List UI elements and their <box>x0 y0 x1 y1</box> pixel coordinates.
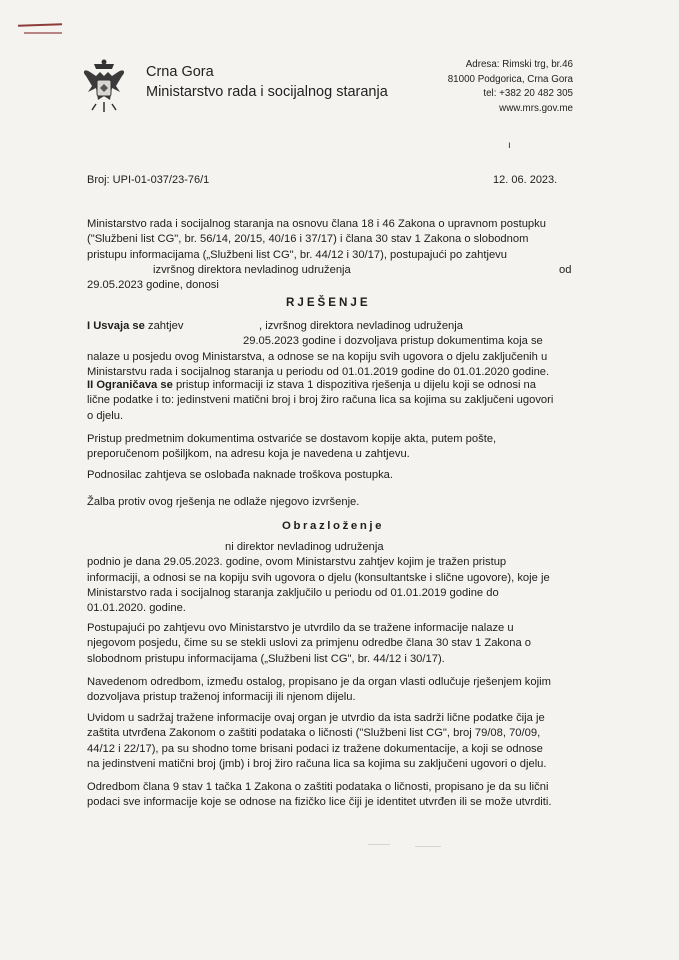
coat-of-arms-icon <box>80 58 128 114</box>
reasoning-paragraph-5: Odredbom člana 9 stav 1 tačka 1 Zakona o zaštiti podataka o ličnosti, propisano je da su lični podaci sve informacije koje se odnose na fizičko lice čiji je identitet utvrđen ili se može utvrditi. <box>87 781 552 809</box>
fee-paragraph: Podnosilac zahtjeva se oslobađa naknade troškova postupka. <box>87 469 393 481</box>
reasoning-paragraph-3: Navedenom odredbom, između ostalog, propisano je da organ vlasti odlučuje rješenjem kojim dozvoljava pristup traženoj informaciji ili njenom dijelu. <box>87 676 551 704</box>
appeal-paragraph: Žalba protiv ovog rješenja ne odlaže njegovo izvršenje. <box>87 496 360 508</box>
address-line: Adresa: Rimski trg, br.46 <box>465 59 573 70</box>
reference-number: Broj: UPI-01-037/23-76/1 <box>87 174 210 186</box>
decision-title: RJEŠENJE <box>286 296 371 309</box>
scan-smudge <box>415 846 441 847</box>
access-paragraph: Pristup predmetnim dokumentima ostvariće se dostavom kopije akta, putem pošte, preporučenom pošiljkom, na adresu koja je navedena u zahtjevu. <box>87 433 497 461</box>
phone-line: tel: +382 20 482 305 <box>483 88 573 99</box>
decision-point-2: II Ograničava se pristup informaciji iz stava 1 dispozitiva rješenja u dijelu koji se odnosi na lične podatke i to: jedinstveni matični broj i broj žiro računa lica sa kojima su zaključeni ugovori o djelu. <box>87 379 554 422</box>
intro-paragraph: Ministarstvo rada i socijalnog staranja na osnovu člana 18 i 46 Zakona o upravnom postupku ("Službeni list CG", br. 56/14, 20/15, 40/16 i 37/17) i člana 30 stav 1 Zakona o slobodnom pristupu informacijama („Službeni list CG", br. 44/12 i 30/17), postupajući po zahtjevu izvršnog direktora nevladinog udruženja od 29.05.2023 godine, donosi <box>87 218 572 292</box>
city-line: 81000 Podgorica, Crna Gora <box>447 73 573 85</box>
scan-smudge <box>368 844 390 845</box>
website-line: www.mrs.gov.me <box>499 102 573 114</box>
address-block <box>448 58 573 116</box>
reasoning-paragraph-1: ni direktor nevladinog udruženja podnio je dana 29.05.2023. godine, ovom Ministarstvu zahtjev kojim je tražen pristup informaciji, a odnosi se na kopiju svih ugovora o djelu (konsultantske i slične ugovore), koje je Ministarstvo rada i socijalnog staranja zaključilo u periodu od 01.01.2019 godine do 01.01.2020. godine. <box>87 541 550 615</box>
country-name: Crna Gora <box>146 64 214 80</box>
ministry-name <box>146 62 388 102</box>
reasoning-paragraph-2: Postupajući po zahtjevu ovo Ministarstvo je utvrdilo da se tražene informacije nalaze u njegovom posjedu, čime su se stekli uslovi za primjenu odredbe člana 30 stav 1 Zakona o slobodnom pristupu informacijama („Službeni list CG", br. 44/12 i 30/17). <box>87 622 532 665</box>
pen-mark <box>24 32 62 34</box>
reasoning-title: Obrazloženje <box>282 520 385 532</box>
pen-mark <box>18 23 62 27</box>
ministry-title: Ministarstvo rada i socijalnog staranja <box>146 84 388 100</box>
document-date: 12. 06. 2023. <box>493 174 558 186</box>
stray-mark: ı <box>508 140 511 151</box>
decision-point-1: I Usvaja se zahtjev , izvršnog direktora nevladinog udruženja 29.05.2023 godine i dozvoljava pristup dokumentima koja se nalaze u posjedu ovog Ministarstva, a odnose se na kopiju svih ugovora o djelu zaključenih u Ministarstvu rada i socijalnog staranja u periodu od 01.01.2019 godine do 01.01.2020 godine. <box>87 320 550 378</box>
reasoning-paragraph-4: Uvidom u sadržaj tražene informacije ovaj organ je utvrdio da ista sadrži lične podatke čija je zaštita utvrđena Zakonom o zaštiti podataka o ličnosti ("Službeni list CG", broj 79/08, 70/09, 44/12 i 22/17), pa su shodno tome brisani podaci iz tražene dokumentacije, a koji se odnose na jedinstveni matični broj (jmb) i broj žiro računa lica sa kojima su zaključeni ugovori o djelu. <box>87 712 547 770</box>
